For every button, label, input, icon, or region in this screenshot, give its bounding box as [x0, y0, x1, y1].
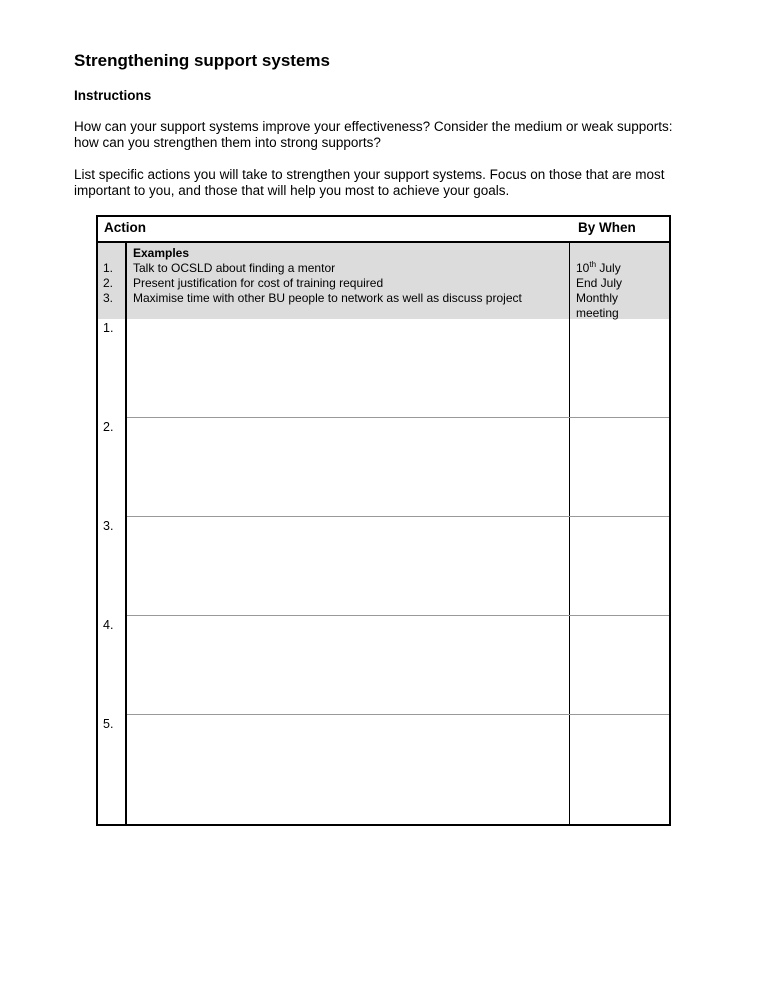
- row-divider: [127, 615, 669, 616]
- example-action: Maximise time with other BU people to network as well as discuss project: [133, 291, 522, 305]
- row-number: 2.: [103, 420, 114, 434]
- example-actions: [133, 246, 563, 306]
- example-when-suffix: th: [589, 260, 597, 269]
- action-table: [96, 215, 671, 826]
- instructions-paragraph-2: List specific actions you will take to strengthen your support systems. Focus on those that are most important to you, and those that will help you most to achieve your goals.: [74, 167, 665, 198]
- row-divider: [127, 417, 669, 418]
- instructions-paragraph-1: How can your support systems improve your effectiveness? Consider the medium or weak supports: how can you strengthen them into strong supports?: [74, 119, 673, 150]
- row-divider: [127, 714, 669, 715]
- example-when: [576, 261, 646, 276]
- row-number: 4.: [103, 618, 114, 632]
- by-when-column-header: By When: [578, 220, 636, 235]
- example-when: Monthly meeting: [576, 291, 619, 320]
- by-when-column-divider: [569, 241, 570, 824]
- example-when: End July: [576, 276, 623, 290]
- row-number: 5.: [103, 717, 114, 731]
- example-action: Talk to OCSLD about finding a mentor: [133, 261, 336, 275]
- example-number: 1.: [103, 261, 114, 275]
- examples-label: Examples: [133, 246, 190, 260]
- example-numbers: [103, 261, 113, 306]
- row-divider: [127, 516, 669, 517]
- row-number: 3.: [103, 519, 114, 533]
- example-when-month: July: [596, 261, 621, 275]
- number-column-divider: [125, 241, 127, 824]
- action-column-header: Action: [104, 220, 146, 235]
- example-number: 3.: [103, 291, 114, 305]
- example-number: 2.: [103, 276, 114, 290]
- page-title: Strengthening support systems: [74, 51, 330, 70]
- example-when-day: 10: [576, 261, 590, 275]
- row-number: 1.: [103, 321, 114, 335]
- example-by-when: [576, 261, 646, 321]
- instructions-heading: Instructions: [74, 88, 152, 103]
- example-action: Present justification for cost of training required: [133, 276, 384, 290]
